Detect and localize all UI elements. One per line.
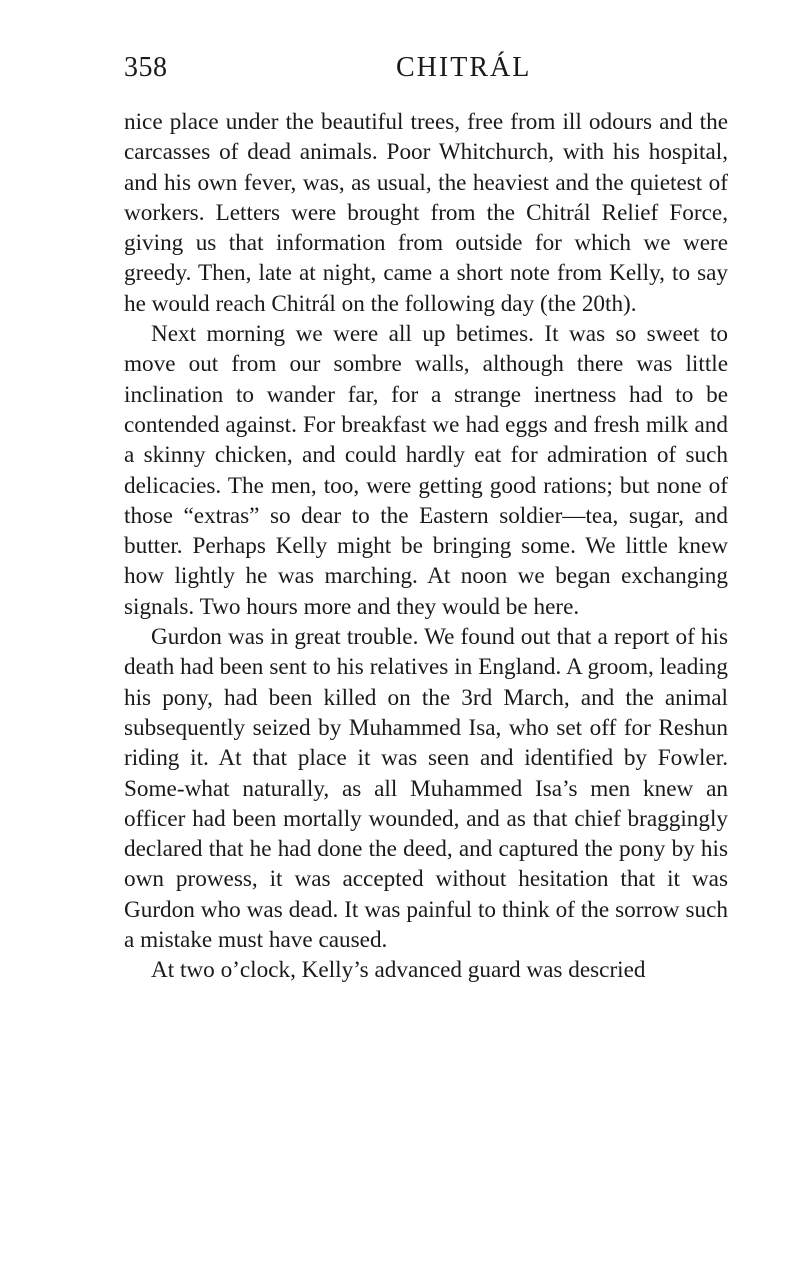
paragraph-continuation: nice place under the beautiful trees, free from ill odours and the carcasses of dead animals. Poor Whitchurch, with his hospital, and his own fever, was, as usual, the heaviest and the quietest of workers. Letters were brought from the Chitrál Relief Force, giving us that information from outside for which we were greedy. Then, late at night, came a short note from Kelly, to say he would reach Chitrál on the following day (the 20th). (124, 109, 728, 317)
running-head (124, 52, 724, 92)
paragraph-next-morning: Next morning we were all up betimes. It was so sweet to move out from our sombre walls, although there was little inclination to wander far, for a strange inertness had to be contended against. For breakfast we had eggs and fresh milk and a skinny chicken, and could hardly eat for admiration of such delicacies. The men, too, were getting good rations; but none of those “extras” so dear to the Eastern soldier—tea, sugar, and butter. Perhaps Kelly might be bringing some. We little knew how lightly he was marching. At noon we began exchanging signals. Two hours more and they would be here. (124, 321, 728, 620)
page-number: 358 (124, 52, 168, 83)
body-text (124, 107, 728, 986)
paragraph-two-oclock: At two o’clock, Kelly’s advanced guard was descried (151, 957, 646, 984)
paragraph-gurdon: Gurdon was in great trouble. We found out that a report of his death had been sent to his relatives in England. A groom, leading his pony, had been killed on the 3rd March, and the animal subsequently seized by Muhammed Isa, who set off for Reshun riding it. At that place it was seen and identified by Fowler. Some-what naturally, as all Muhammed Isa’s men knew an officer had been mortally wounded, and as that chief braggingly declared that he had done the deed, and captured the pony by his own prowess, it was accepted without hesitation that it was Gurdon who was dead. It was painful to think of the sorrow such a mistake must have caused. (124, 624, 728, 954)
running-title: CHITRÁL (396, 52, 532, 83)
